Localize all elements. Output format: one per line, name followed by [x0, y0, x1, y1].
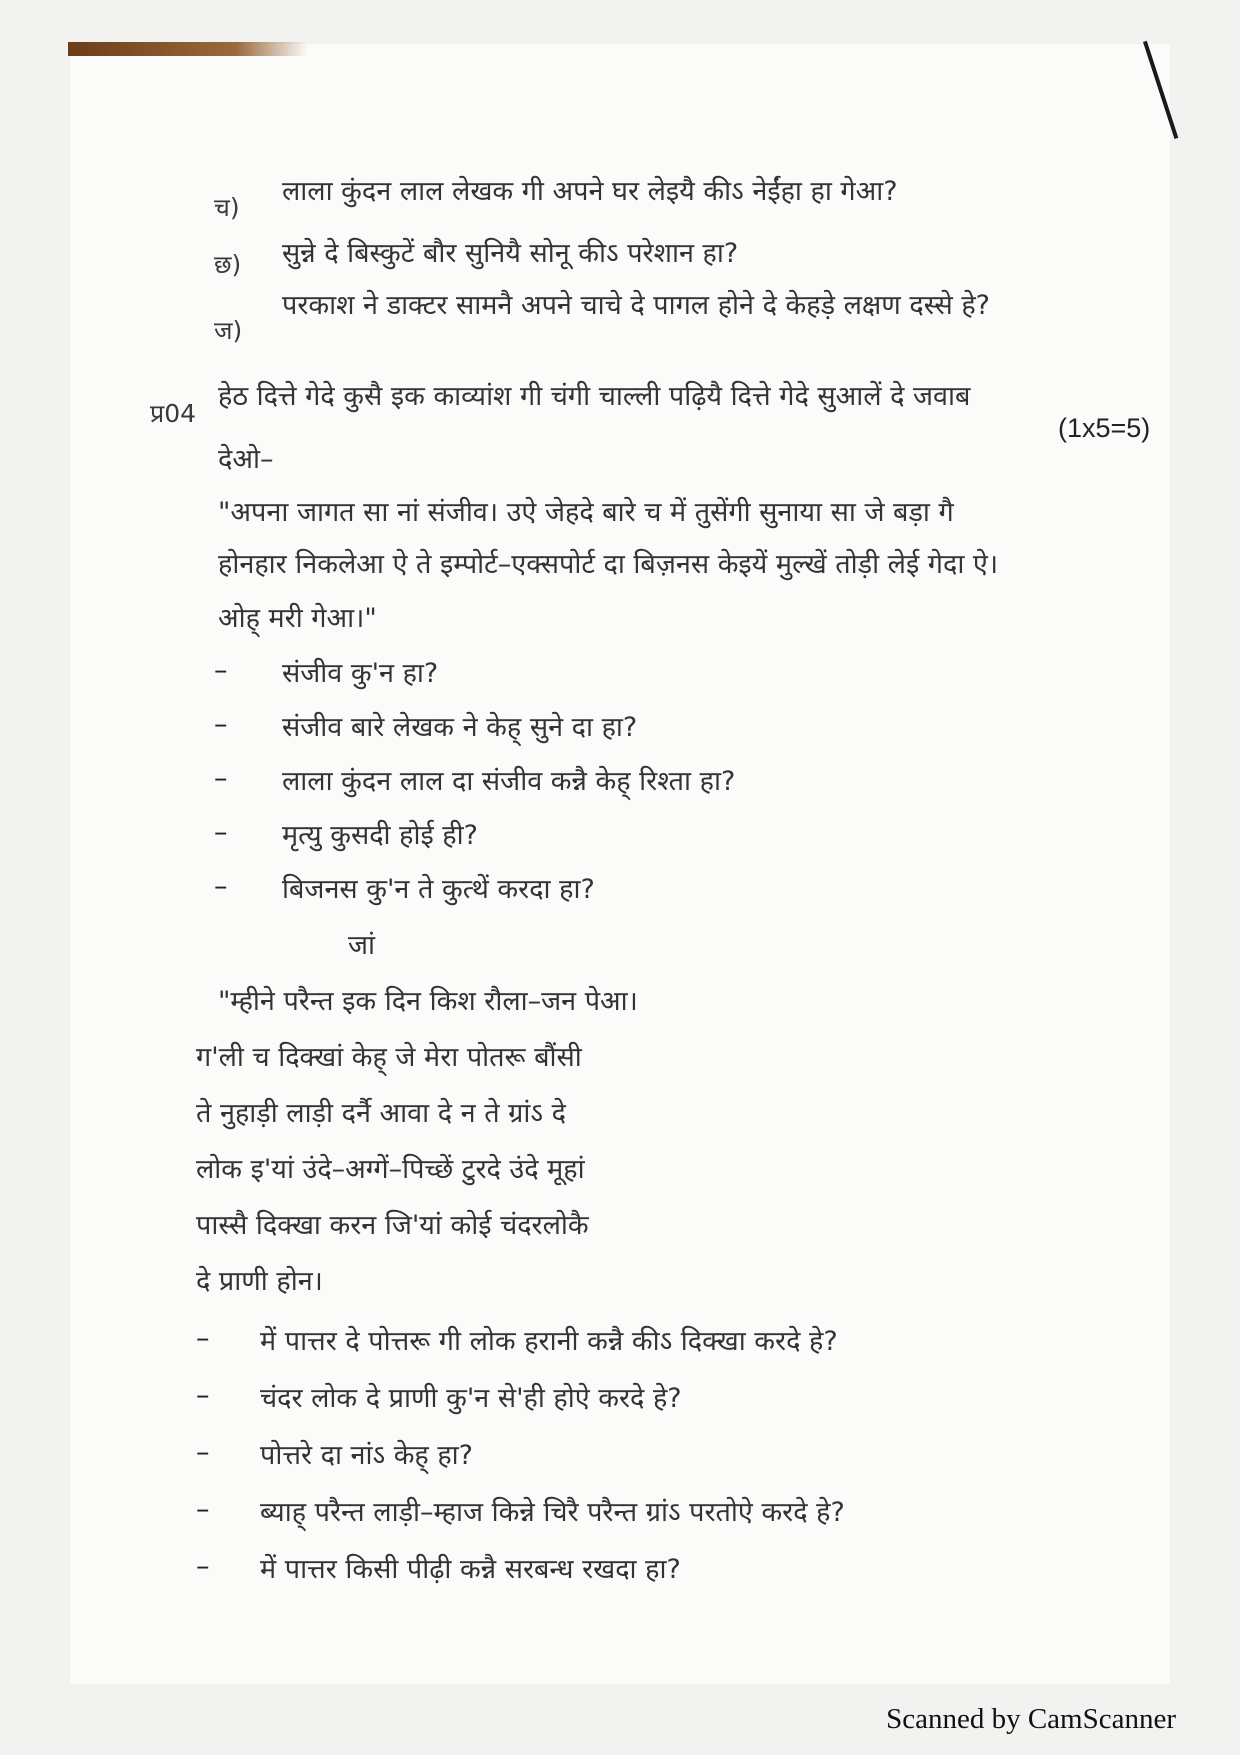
- question-number: प्र04: [150, 399, 197, 428]
- list-dash: –: [214, 655, 228, 686]
- list-dash: –: [196, 1380, 210, 1411]
- sub-question: में पात्तर किसी पीढ़ी कन्नै सरबन्ध रखदा हा?: [260, 1554, 681, 1585]
- sub-question: में पात्तर दे पोत्तरू गी लोक हरानी कन्नै कीऽ दिक्खा करदे हे?: [260, 1326, 838, 1357]
- passage2-line-4: लोक इ'यां उंदे–अग्गें–पिच्छें टुरदे उंदे मूहां: [196, 1154, 585, 1185]
- or-label: जां: [348, 930, 376, 961]
- list-dash: –: [196, 1437, 210, 1468]
- passage1-line-1: "अपना जागत सा नां संजीव। उऐ जेहदे बारे च में तुसेंगी सुनाया सा जे बड़ा गै: [218, 497, 954, 528]
- question-label-chha: छ): [214, 250, 242, 279]
- question-text-chha: सुन्ने दे बिस्कुटें बौर सुनियै सोनू कीऽ परेशान हा?: [282, 238, 739, 269]
- passage2-line-6: दे प्राणी होन।: [196, 1266, 323, 1297]
- list-dash: –: [196, 1551, 210, 1582]
- question-instruction-cont: देओ–: [218, 444, 274, 475]
- passage2-line-2: ग'ली च दिक्खां केह् जे मेरा पोतरू बौंसी: [196, 1042, 582, 1073]
- question-instruction: हेठ दित्ते गेदे कुसै इक काव्यांश गी चंगी चाल्ली पढ़ियै दित्ते गेदे सुआलें दे जवाब: [218, 381, 971, 412]
- list-dash: –: [214, 817, 228, 848]
- list-dash: –: [196, 1323, 210, 1354]
- marks-allotment: (1x5=5): [1058, 413, 1151, 443]
- passage2-line-5: पास्सै दिक्खा करन जि'यां कोई चंदरलोकै: [196, 1210, 589, 1241]
- sub-question: लाला कुंदन लाल दा संजीव कन्नै केह् रिश्ता हा?: [282, 766, 736, 797]
- list-dash: –: [196, 1494, 210, 1525]
- sub-question: मृत्यु कुसदी होई ही?: [282, 820, 478, 851]
- passage1-line-3: ओह् मरी गेआ।": [218, 603, 377, 634]
- list-dash: –: [214, 871, 228, 902]
- sub-question: संजीव कु'न हा?: [282, 658, 439, 689]
- list-dash: –: [214, 709, 228, 740]
- passage2-line-3: ते नुहाड़ी लाड़ी दर्नै आवा दे न ते ग्रांऽ दे: [196, 1098, 566, 1129]
- passage2-line-1: "म्हीने परैन्त इक दिन किश रौला–जन पेआ।: [218, 986, 638, 1017]
- sub-question: पोत्तरे दा नांऽ केह् हा?: [260, 1440, 474, 1471]
- page-edge-shadow: [68, 42, 308, 56]
- sub-question: बिजनस कु'न ते कुत्थें करदा हा?: [282, 874, 595, 905]
- sub-question: ब्याह् परैन्त लाड़ी–म्हाज किन्ने चिरै परैन्त ग्रांऽ परतोऐ करदे हे?: [260, 1497, 845, 1528]
- sub-question: संजीव बारे लेखक ने केह् सुने दा हा?: [282, 712, 638, 743]
- sub-question: चंदर लोक दे प्राणी कु'न से'ही होऐ करदे हे?: [260, 1383, 682, 1414]
- list-dash: –: [214, 763, 228, 794]
- passage1-line-2: होनहार निकलेआ ऐ ते इम्पोर्ट–एक्सपोर्ट दा बिज़नस केइयें मुल्खें तोड़ी लेई गेदा ऐ।: [218, 549, 999, 580]
- scanner-watermark: Scanned by CamScanner: [886, 1703, 1176, 1735]
- question-text-cha: लाला कुंदन लाल लेखक गी अपने घर लेइयै कीऽ नेईंहा हा गेआ?: [282, 176, 898, 207]
- question-label-ja: ज): [214, 316, 243, 345]
- question-label-cha: च): [214, 193, 240, 222]
- question-text-ja: परकाश ने डाक्टर सामनै अपने चाचे दे पागल होने दे केहड़े लक्षण दस्से हे?: [282, 290, 990, 321]
